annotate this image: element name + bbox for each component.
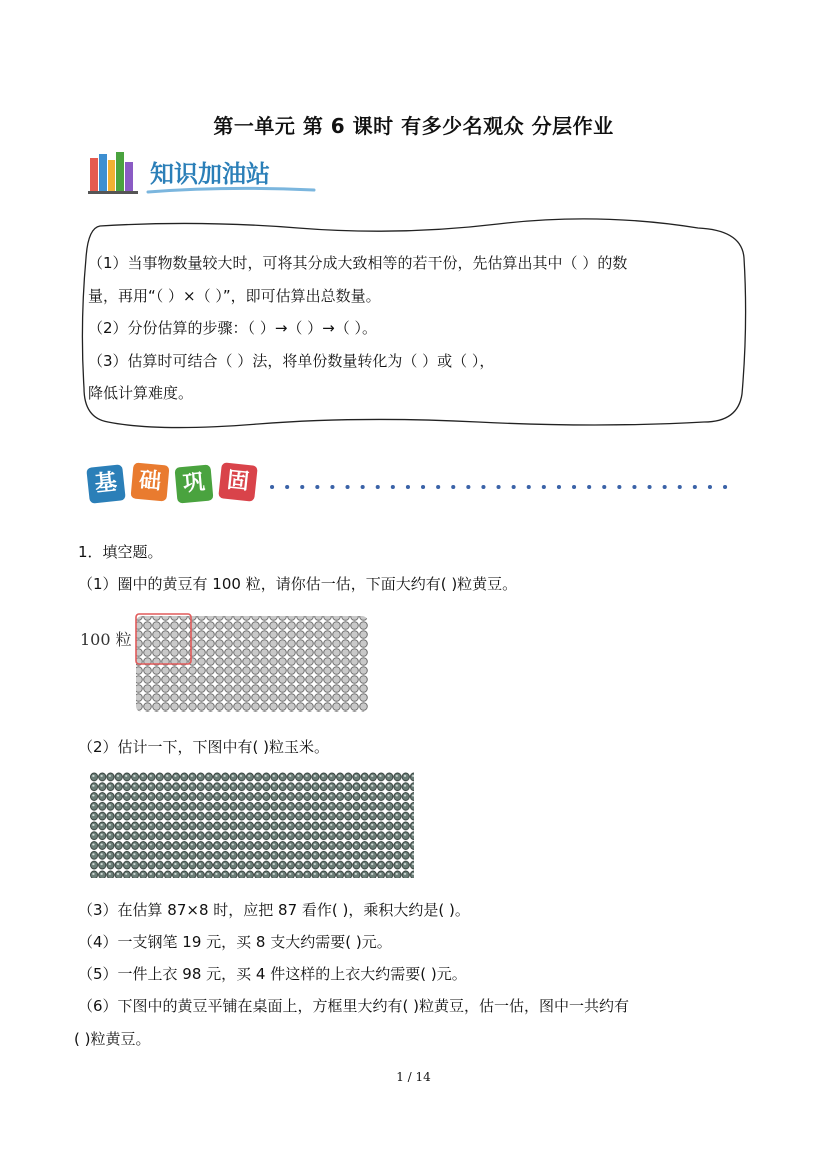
- question-1-6: （6）下图中的黄豆平铺在桌面上，方框里大约有( )粒黄豆，估一估，图中一共约有: [78, 997, 630, 1015]
- question-1-6-cont: ( )粒黄豆。: [74, 1030, 151, 1048]
- question-1-2: （2）估计一下，下图中有( )粒玉米。: [78, 738, 330, 756]
- books-icon: [88, 150, 140, 194]
- question-1-5: （5）一件上衣 98 元，买 4 件这样的上衣大约需要( )元。: [78, 965, 467, 983]
- dotted-divider: [268, 482, 738, 492]
- question-1-4: （4）一支钢笔 19 元，买 8 支大约需要( )元。: [78, 933, 392, 951]
- question-1-3: （3）在估算 87×8 时，应把 87 看作( )，乘积大约是( )。: [78, 901, 470, 919]
- knowledge-line-5: 降低计算难度。: [88, 384, 194, 402]
- underline-swoosh: [146, 186, 316, 196]
- badge-char-4: 固: [218, 462, 258, 502]
- badge-char-1: 基: [86, 464, 126, 504]
- question-1: 1．填空题。: [78, 543, 163, 561]
- page-number: 1 / 14: [396, 1070, 431, 1084]
- knowledge-line-1: （1）当事物数量较大时，可将其分成大致相等的若干份，先估算出其中（ ）的数: [88, 254, 628, 272]
- section-basics-header: [88, 462, 268, 512]
- knowledge-line-2: 量，再用“（ ）×（ ）”，即可估算出总数量。: [88, 287, 381, 305]
- question-1-1: （1）圈中的黄豆有 100 粒，请你估一估，下面大约有( )粒黄豆。: [78, 575, 518, 593]
- badge-char-2: 础: [130, 462, 169, 501]
- soybean-image: [134, 612, 370, 716]
- section-knowledge-title: 知识加油站: [150, 160, 270, 188]
- soybean-label: 100 粒: [80, 630, 132, 649]
- knowledge-line-4: （3）估算时可结合（ ）法，将单份数量转化为（ ）或（ ），: [88, 352, 495, 370]
- badge-char-3: 巩: [174, 464, 213, 503]
- knowledge-line-3: （2）分份估算的步骤：（ ）→（ ）→（ ）。: [88, 319, 377, 337]
- corn-kernels-image: [90, 772, 416, 880]
- page-title: 第一单元 第 6 课时 有多少名观众 分层作业: [213, 114, 614, 138]
- section-knowledge-header: [88, 150, 318, 198]
